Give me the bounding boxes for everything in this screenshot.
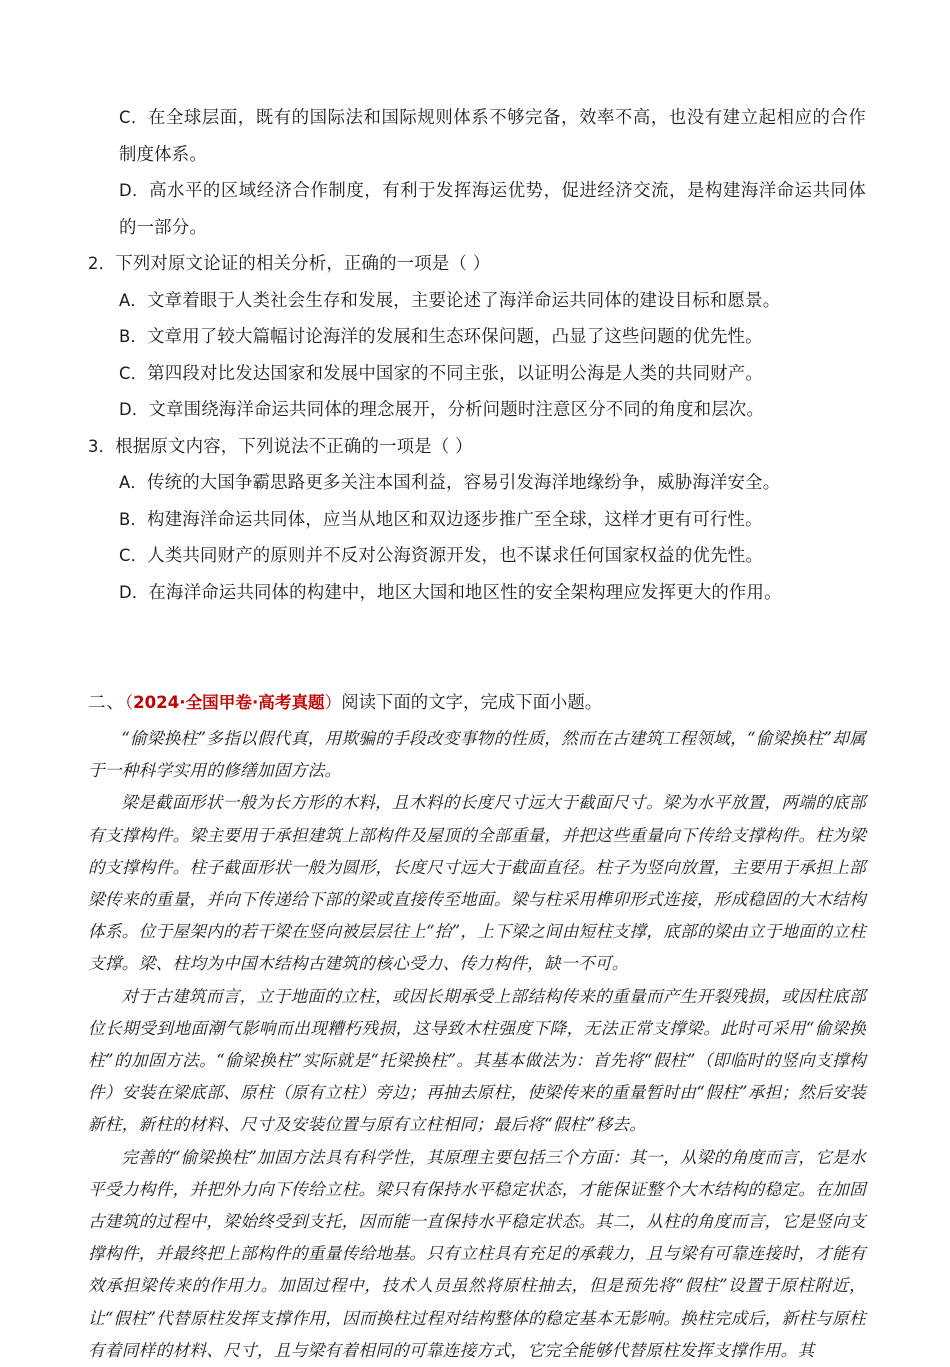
option-label: D bbox=[119, 181, 132, 200]
option-separator: ． bbox=[130, 290, 148, 310]
option-item bbox=[88, 575, 866, 612]
option-label: D bbox=[119, 400, 132, 419]
option-label: A bbox=[119, 290, 131, 310]
option-label: C bbox=[119, 108, 131, 127]
option-label: A bbox=[119, 473, 131, 492]
question-number-separator: ． bbox=[98, 436, 116, 456]
passage-paragraph: 完善的“偷梁换柱”加固方法具有科学性，其原理主要包括三个方面：其一，从梁的角度而言，它是水平受力构件，并把外力向下传给立柱。梁只有保持水平稳定状态，才能保证整个大木结构的稳定。在加固古建筑的过程中，梁始终受到支托，因而能一直保持水平稳定状态。其二，从柱的角度而言，它是竖向支撑构件，并最终把上部构件的重量传给地基。只有立柱具有充足的承载力，且与梁有可靠连接时，才能有效承担梁传来的作用力。加固过程中，技术人员虽然将原柱抽去，但是预先将“假柱”设置于原柱附近，让“假柱”代替原柱发挥支撑作用，因而换柱过程对结构整体的稳定基本无影响。换柱完成后，新柱与原柱有着同样的材料、尺寸，且与梁有着相同的可靠连接方式，它完全能够代替原柱发挥支撑作用。其 bbox=[88, 1147, 866, 1360]
option-item bbox=[88, 465, 866, 502]
passage-paragraph: 梁是截面形状一般为长方形的木料，且木料的长度尺寸远大于截面尺寸。梁为水平放置，两端的底部有支撑构件。梁主要用于承担建筑上部构件及屋顶的全部重量，并把这些重量向下传给支撑构件。柱为梁的支撑构件。柱子截面形状一般为圆形，长度尺寸远大于截面直径。柱子为竖向放置，主要用于承担上部梁传来的重量，并向下传递给下部的梁或直接传至地面。梁与柱采用榫卯形式连接，形成稳固的大木结构体系。位于屋架内的若干梁在竖向被层层往上“抬”，上下梁之间由短柱支撑，底部的梁由立于地面的立柱支撑。梁、柱均为中国木结构古建筑的核心受力、传力构件，缺一不可。 bbox=[88, 793, 866, 974]
option-label: C bbox=[119, 546, 131, 565]
option-text: 在全球层面，既有的国际法和国际规则体系不够完备，效率不高，也没有建立起相应的合作制度体系。 bbox=[119, 108, 866, 165]
question-stem bbox=[88, 429, 866, 466]
section-number: 二、 bbox=[88, 693, 125, 713]
option-separator: ． bbox=[130, 546, 148, 565]
option-item bbox=[88, 538, 866, 575]
option-text: 文章用了较大篇幅讨论海洋的发展和生态环保问题，凸显了这些问题的优先性。 bbox=[147, 327, 763, 347]
question-block bbox=[88, 246, 866, 429]
option-text: 构建海洋命运共同体，应当从地区和双边逐步推广至全球，这样才更有可行性。 bbox=[147, 509, 763, 530]
option-separator: ． bbox=[130, 327, 148, 346]
option-separator: ． bbox=[130, 473, 148, 492]
option-text: 第四段对比发达国家和发展中国家的不同主张，以证明公海是人类的共同财产。 bbox=[147, 363, 763, 384]
option-item bbox=[88, 319, 866, 356]
page-content bbox=[88, 0, 866, 1367]
question-stem-text: 根据原文内容，下列说法不正确的一项是（ ） bbox=[115, 436, 473, 457]
option-separator: ． bbox=[130, 363, 148, 383]
option-label: C bbox=[119, 363, 131, 383]
question-number-separator: ． bbox=[98, 254, 116, 273]
option-text: 传统的大国争霸思路更多关注本国利益，容易引发海洋地缘纷争，威胁海洋安全。 bbox=[147, 473, 781, 493]
question-stem-text: 下列对原文论证的相关分析，正确的一项是（ ） bbox=[115, 254, 491, 274]
option-label: B bbox=[119, 509, 131, 529]
passage-body bbox=[88, 723, 866, 1367]
source-label: 2024·全国甲卷·高考真题 bbox=[133, 693, 325, 712]
option-text: 文章围绕海洋命运共同体的理念展开，分析问题时注意区分不同的角度和层次。 bbox=[148, 400, 765, 420]
option-separator: ． bbox=[130, 108, 148, 127]
option-text: 高水平的区域经济合作制度，有利于发挥海运优势，促进经济交流，是构建海洋命运共同体的一部分。 bbox=[119, 181, 866, 238]
option-separator: ． bbox=[131, 582, 149, 602]
option-text: 在海洋命运共同体的构建中，地区大国和地区性的安全架构理应发挥更大的作用。 bbox=[148, 582, 782, 603]
option-item bbox=[88, 283, 866, 320]
option-item bbox=[88, 502, 866, 539]
option-item bbox=[88, 356, 866, 393]
option-label: B bbox=[119, 327, 131, 346]
question-number: 2 bbox=[88, 254, 99, 273]
option-text: 人类共同财产的原则并不反对公海资源开发，也不谋求任何国家权益的优先性。 bbox=[147, 546, 763, 566]
section-instruction: 阅读下面的文字，完成下面小题。 bbox=[341, 693, 603, 713]
option-label: D bbox=[119, 582, 132, 602]
question-number: 3 bbox=[88, 436, 99, 456]
section-header bbox=[88, 611, 866, 719]
option-item bbox=[88, 100, 866, 173]
passage-paragraph: “偷梁换柱”多指以假代真，用欺骗的手段改变事物的性质，然而在古建筑工程领域，“偷梁换柱”却属于一种科学实用的修缮加固方法。 bbox=[88, 729, 866, 781]
question-block bbox=[88, 429, 866, 612]
source-close-paren: ） bbox=[324, 693, 342, 712]
option-item bbox=[88, 173, 866, 246]
option-separator: ． bbox=[131, 181, 150, 200]
option-separator: ． bbox=[131, 400, 149, 419]
passage-paragraph: 对于古建筑而言，立于地面的立柱，或因长期承受上部结构传来的重量而产生开裂残损，或因柱底部位长期受到地面潮气影响而出现糟朽残损，这导致木柱强度下降，无法正常支撑梁。此时可采用“偷梁换柱”的加固方法。“偷梁换柱”实际就是“托梁换柱”。其基本做法为：首先将“假柱”（即临时的竖向支撑构件）安装在梁底部、原柱（原有立柱）旁边；再抽去原柱，使梁传来的重量暂时由“假柱”承担；然后安装新柱，新柱的材料、尺寸及安装位置与原有立柱相同；最后将“假柱”移去。 bbox=[88, 986, 866, 1135]
continued-options-block bbox=[88, 0, 866, 246]
option-separator: ． bbox=[130, 509, 148, 529]
option-text: 文章着眼于人类社会生存和发展，主要论述了海洋命运共同体的建设目标和愿景。 bbox=[147, 290, 781, 311]
source-open-paren: （ bbox=[124, 693, 134, 712]
option-item bbox=[88, 392, 866, 429]
question-stem bbox=[88, 246, 866, 283]
source-tag bbox=[125, 693, 341, 712]
